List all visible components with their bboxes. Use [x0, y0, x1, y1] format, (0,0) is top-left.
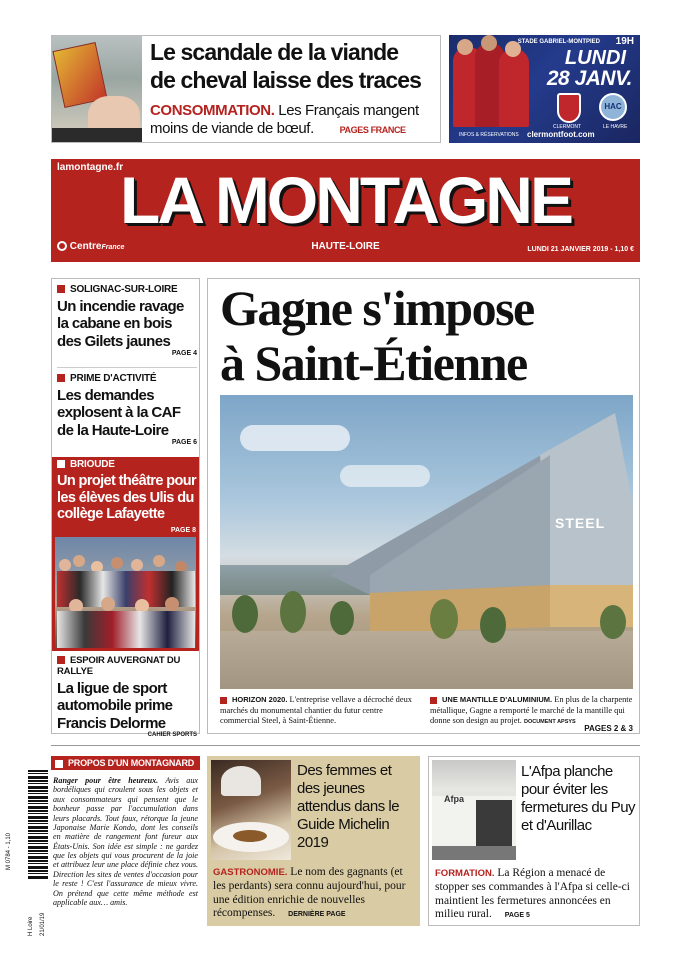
sidebar-page: PAGE 6 — [171, 438, 197, 446]
sidebar-item-brioude[interactable] — [52, 457, 199, 651]
teaser-headline: Le scandale de la viande de cheval laisse des traces — [150, 39, 422, 94]
masthead-edition: HAUTE-LOIRE — [311, 241, 380, 252]
ad-time: 19H — [615, 36, 634, 47]
sidebar-kicker: PRIME D'ACTIVITÉ — [57, 373, 197, 384]
sidebar-kicker: ESPOIR AUVERGNAT DU RALLYE — [57, 655, 181, 677]
sidebar-headline: Un incendie ravage la cabane en bois des Gilets jaunes — [57, 298, 184, 350]
ad-team-home: CLERMONT — [553, 124, 582, 130]
photo-students — [55, 537, 196, 648]
photo-chef-plate — [211, 760, 291, 860]
masthead-date-price: LUNDI 21 JANVIER 2019 - 1,10 € — [527, 246, 634, 253]
afpa-sign: Afpa — [444, 794, 464, 804]
barcode — [28, 770, 48, 880]
hac-logo: HAC — [599, 93, 627, 121]
building-sign: STEEL — [555, 515, 606, 531]
sidebar — [51, 278, 200, 738]
top-teaser-football-ad[interactable] — [449, 35, 640, 143]
afpa-text: FORMATION. La Région a menacé de stopper ses commandes à l'Afpa si celle-ci maintient les fermetures annoncées en milieu rural. PAGE 5 — [435, 867, 630, 921]
sidebar-page: CAHIER SPORTS — [147, 731, 197, 738]
main-headline: Gagne s'impose à Saint-Étienne — [220, 280, 534, 391]
ad-date: 28 JANV. — [546, 67, 632, 90]
main-story[interactable] — [207, 278, 640, 734]
photo-afpa-building — [432, 760, 516, 860]
barcode-date: 21/01/19 — [40, 912, 46, 936]
ad-site: clermontfoot.com — [527, 130, 595, 139]
barcode-edition: H Loire — [28, 916, 34, 936]
box-michelin[interactable] — [207, 756, 420, 926]
teaser-text: CONSOMMATION. Les Français mangent moins de viande de bœuf. PAGES FRANCE — [150, 102, 419, 137]
teaser-photo-supermarket — [52, 36, 142, 142]
centre-france-logo: CentreFrance — [57, 241, 124, 252]
ad-info: INFOS & RÉSERVATIONS — [459, 132, 519, 138]
masthead-url[interactable]: lamontagne.fr — [57, 162, 124, 173]
sidebar-item-rallye[interactable] — [57, 655, 197, 738]
sidebar-page: PAGE 8 — [170, 527, 196, 534]
column-kicker: PROPOS D'UN MONTAGNARD — [51, 756, 200, 770]
caption-right: UNE MANTILLE D'ALUMINIUM. En plus de la charpente métallique, Gagne a remporté le marché de la mantille qui donne son design au projet. DOCUMENT APSYS — [430, 695, 633, 725]
ad-stadium: STADE GABRIEL-MONTPIED — [517, 39, 600, 45]
sidebar-item-solignac[interactable] — [57, 284, 197, 357]
sidebar-headline: La ligue de sport automobile prime Francis Delorme — [57, 680, 173, 732]
michelin-headline: Des femmes et des jeunes attendus dans le Guide Michelin 2019 — [297, 762, 400, 851]
ad-team-away: LE HAVRE — [603, 124, 628, 130]
sidebar-kicker: SOLIGNAC-SUR-LOIRE — [57, 284, 197, 295]
column-text: Ranger pour être heureux. Avis aux bordéliques qui croulent sous les objets et aux consommateurs qui pensent que le bonheur passe par l'accumulation dans leurs placards. Tout faux, rétorque la jeune Japonaise Marie Kondo, dont les conseils en matière de rangement font fureur aux États-Unis. Son idée est simple : ne gardez que les objets qui vous procurent de la joie et attribuez leur une place définie chez vous. Direction les sites de ventes d'occasion pour le reste ! C'est l'assurance de mieux vivre. On prétend que cette même méthode est applicable aux… amis. — [53, 776, 198, 907]
photo-steel-mall — [220, 395, 633, 689]
sidebar-kicker: BRIOUDE — [57, 459, 115, 470]
afpa-headline: L'Afpa planche pour éviter les fermetures du Puy et d'Aurillac — [521, 763, 636, 834]
sidebar-page: PAGE 4 — [171, 349, 197, 357]
masthead — [51, 159, 640, 262]
michelin-text: GASTRONOMIE. Le nom des gagnants (et les perdants) sera connu aujourd'hui, pour une édition enrichie de nouvelles récompenses. DERNIÈRE PAGE — [213, 866, 406, 920]
section-divider — [51, 745, 640, 746]
sidebar-headline: Les demandes explosent à la CAF de la Haute-Loire — [57, 387, 181, 439]
top-teaser-meat[interactable] — [51, 35, 441, 143]
caption-left: HORIZON 2020. L'entreprise vellave a décroché deux marchés du monumental chantier du futur centre commercial Steel, à Saint-Étienne. — [220, 695, 412, 725]
main-pages: PAGES 2 & 3 — [584, 724, 633, 733]
sidebar-item-prime[interactable] — [57, 373, 197, 446]
barcode-code: M 0784 - 1,10 — [6, 832, 12, 870]
box-afpa[interactable] — [428, 756, 640, 926]
masthead-title: LA MONTAGNE — [120, 163, 571, 237]
ad-day: LUNDI — [564, 47, 626, 69]
column-propos[interactable] — [51, 756, 200, 926]
clermont-logo — [557, 93, 581, 123]
sidebar-headline: Un projet théâtre pour les élèves des Ulis du collège Lafayette — [57, 473, 197, 523]
